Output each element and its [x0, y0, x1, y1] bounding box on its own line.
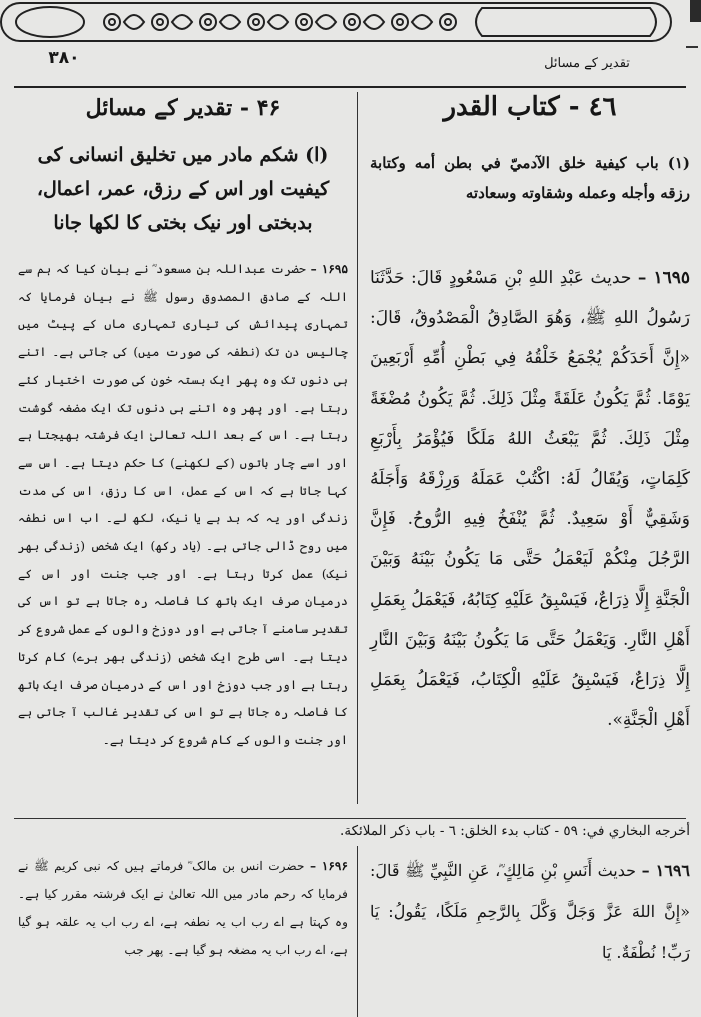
hadith-translation: حضرت انس بن مالک ؓ فرماتے ہیں کہ نبی کریم ﷺ نے فرمایا کہ رحم مادر میں اللہ تعالیٰ نے ایک فرشتہ مقرر کیا ہے۔ وہ کہتا ہے اے رب اب یہ نطفہ ہے، اے رب اب یہ علقہ ہو گیا ہے، اے رب اب یہ مضغہ ہو گیا ہے۔ پھر جب [18, 859, 348, 957]
running-title: تقدیر کے مسائل [544, 56, 630, 71]
urdu-chapter-heading: (ا) شکم مادر میں تخلیق انسانی کی کیفیت اور اس کے رزق، عمر، اعمال، بدبختی اور نیک بختی کا لکھا جانا [36, 144, 330, 234]
hadith-translation: حضرت عبداللہ بن مسعود ؓ نے بیان کیا کہ ہم سے اللہ کے صادق المصدوق رسول ﷺ نے بیان فرمایا کہ تمہاری پیدائش کی تیاری تمہاری ماں کے پیٹ میں چالیس دن تک (نطفہ کی صورت میں) کی جاتی ہے۔ اتنے ہی دنوں تک وہ پھر ایک بستہ خون کی صورت اختیار کئے رہتا ہے۔ اور پھر وہ اتنے ہی دنوں تک ایک مضغہ گوشت رہتا ہے۔ اس کے بعد اللہ تعالیٰ ایک فرشتہ بھیجتا ہے اور اسے چار باتوں (کے لکھنے) کا حکم دیتا ہے۔ اس سے کہا جاتا ہے کہ اس کے عمل، اس کا رزق، اس کی مدت زندگی اور یہ کہ بد ہے یا نیک، لکھ لے۔ اب اس نطفہ میں روح ڈالی جاتی ہے۔ (یاد رکھ) ایک شخص (زندگی بھر نیک) عمل کرتا رہتا ہے۔ اور جب جنت اور اس کے درمیان صرف ایک ہاتھ کا فاصلہ رہ جاتا ہے تو اس کی تقدیر سامنے آ جاتی ہے اور دوزخ والوں کے عمل شروع کر دیتا ہے۔ اسی طرح ایک شخص (زندگی بھر برے) کام کرتا رہتا ہے اور جب دوزخ اور اس کے درمیان صرف ایک ہاتھ کا فاصلہ رہ جاتا ہے تو اس کی تقدیر غالب آ جاتی ہے اور جنت والوں کے کام شروع کر دیتا ہے۔ [18, 262, 348, 747]
page-number: ۳۸۰ [48, 48, 80, 68]
section-divider [14, 818, 686, 819]
arabic-chapter-heading: (١) باب كيفية خلق الآدميّ في بطن أمه وكتابة رزقه وأجله وعمله وشقاوته وسعادته [370, 154, 690, 202]
urdu-hadith-1696 [18, 852, 348, 964]
column-divider-lower [357, 846, 358, 1017]
hadith-text: حديث عَبْدِ اللهِ بْنِ مَسْعُودٍ قَالَ: حَدَّثَنَا رَسُولُ اللهِ ﷺ، وَهُوَ الصَّادِقُ الْمَصْدُوقُ، قَالَ: «إِنَّ أَحَدَكُمْ يُجْمَعُ خَلْقُهُ فِي بَطْنِ أُمِّهِ أَرْبَعِينَ يَوْمًا. ثُمَّ يَكُونُ عَلَقَةً مِثْلَ ذَلِكَ. ثُمَّ يَكُونُ مُضْغَةً مِثْلَ ذَلِكَ. ثُمَّ يَبْعَثُ اللهُ مَلَكًا فَيُؤْمَرُ بِأَرْبَعِ كَلِمَاتٍ، وَيُقَالُ لَهُ: اكْتُبْ عَمَلَهُ وَرِزْقَهُ وَأَجَلَهُ وَشَقِيٌّ أَوْ سَعِيدٌ. ثُمَّ يُنْفَخُ فِيهِ الرُّوحُ. فَإِنَّ الرَّجُلَ مِنْكُمْ لَيَعْمَلُ حَتَّى مَا يَكُونُ بَيْنَهُ وَبَيْنَ الْجَنَّةِ إِلَّا ذِرَاعٌ، فَيَسْبِقُ عَلَيْهِ كِتَابُهُ، فَيَعْمَلُ بِعَمَلِ أَهْلِ النَّارِ. وَيَعْمَلُ حَتَّى مَا يَكُونُ بَيْنَهُ وَبَيْنَ النَّارِ إِلَّا ذِرَاعٌ، فَيَسْبِقُ عَلَيْهِ الْكِتَابُ، فَيَعْمَلُ بِعَمَلِ أَهْلِ الْجَنَّةِ». [370, 268, 690, 731]
hadith-number: ۱۶۹۵ – [310, 262, 349, 276]
arabic-hadith-1695 [370, 258, 690, 740]
urdu-book-title: ۴۶ - تقدیر کے مسائل [85, 95, 281, 121]
urdu-hadith-1695 [18, 256, 348, 755]
page-edge-dash [686, 46, 698, 48]
column-divider-upper [357, 92, 358, 804]
page-edge-mark [690, 0, 701, 22]
arabic-book-title: ٤٦ - كتاب القدر [443, 92, 617, 122]
hadith-number: ۱۶۹۶ – [309, 859, 348, 873]
hadith-text: حديث أَنَسِ بْنِ مَالِكٍ ؓ، عَنِ النَّبِيِّ ﷺ قَالَ: «إِنَّ اللهَ عَزَّ وَجَلَّ وَكَّلَ بِالرَّحِمِ مَلَكًا، يَقُولُ: يَا رَبِّ! نُطْفَةٌ. يَا [370, 861, 690, 962]
header-ornament-band [0, 0, 672, 44]
hadith-number: ١٦٩٥ – [637, 268, 691, 288]
takhrij-reference: أخرجه البخاري في: ٥٩ - كتاب بدء الخلق: ٦ - باب ذكر الملائكة. [340, 823, 690, 839]
hadith-number: ١٦٩٦ – [641, 861, 691, 880]
arabic-hadith-1696 [370, 850, 690, 973]
header-rule [14, 86, 686, 88]
